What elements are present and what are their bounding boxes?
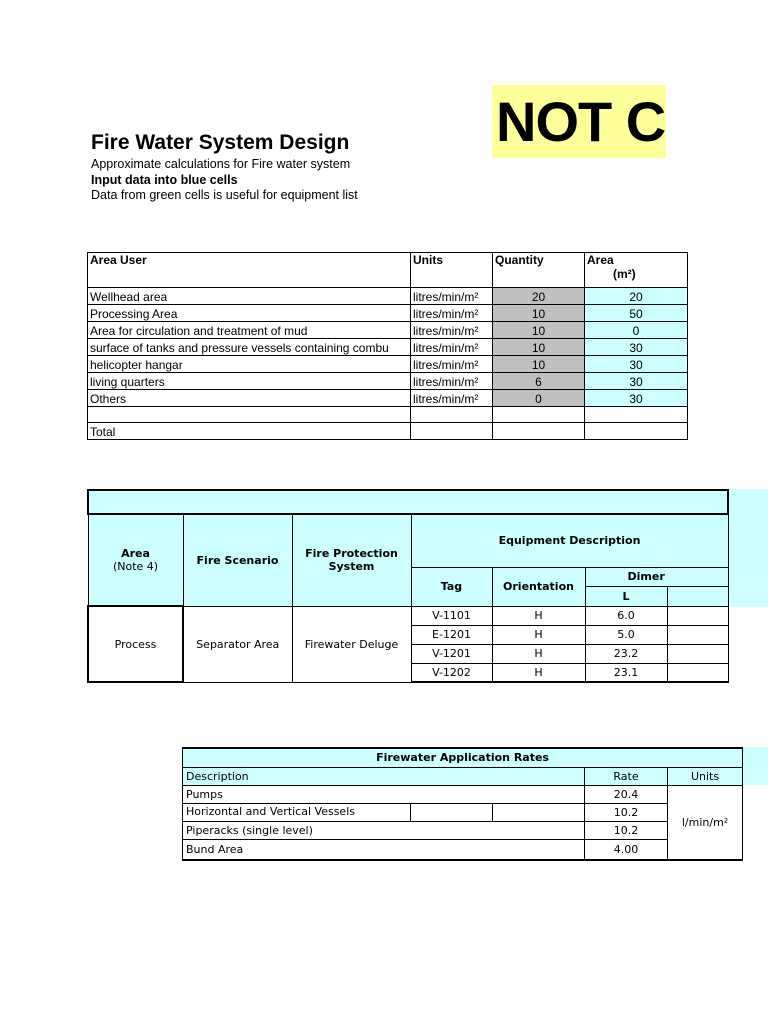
equipment-table-banner (88, 490, 728, 514)
col-header-orientation: Orientation (492, 567, 585, 606)
cell-length: 6.0 (585, 606, 667, 625)
cell-rate: 10.2 (585, 821, 668, 839)
table-row (88, 305, 688, 322)
col-header-fire-scenario: Fire Scenario (183, 514, 292, 606)
page-title: Fire Water System Design (91, 131, 350, 154)
cell-area-user: living quarters (88, 373, 411, 390)
col-header-equipment-description: Equipment Description (411, 514, 728, 567)
cell-quantity-input[interactable]: 10 (493, 356, 585, 373)
cell-area-input[interactable]: 0 (585, 322, 688, 339)
cell-rate: 10.2 (585, 803, 668, 821)
col-header-fire-protection: Fire Protection System (292, 514, 411, 606)
application-rates-table (182, 747, 743, 861)
col-header-area: Area (m²) (585, 253, 688, 288)
table-row (88, 606, 728, 625)
col-header-length: L (585, 586, 667, 606)
col-header-units: Units (411, 253, 493, 288)
col-header-area-user: Area User (88, 253, 411, 288)
table-row (88, 356, 688, 373)
cell-length: 23.2 (585, 644, 667, 663)
cell-area-input[interactable]: 50 (585, 305, 688, 322)
cell-rate: 20.4 (585, 785, 668, 803)
cell-description: Piperacks (single level) (183, 821, 585, 839)
col-header-description: Description (183, 767, 585, 785)
cell-fire-scenario: Separator Area (183, 606, 292, 682)
table-row (88, 288, 688, 305)
cell-area-input[interactable]: 30 (585, 339, 688, 356)
table-row-empty (88, 407, 688, 423)
table-row-total (88, 423, 688, 440)
cell-area-input[interactable]: 30 (585, 390, 688, 407)
application-rates-table-wrapper (182, 747, 729, 867)
cell-area-user: Processing Area (88, 305, 411, 322)
cell-units: litres/min/m² (411, 288, 493, 305)
table-row (183, 821, 743, 839)
cell-tag: V-1101 (411, 606, 492, 625)
cell-units: litres/min/m² (411, 356, 493, 373)
cell-quantity-input[interactable]: 6 (493, 373, 585, 390)
cell-orientation: H (492, 644, 585, 663)
cell-area-input[interactable]: 20 (585, 288, 688, 305)
cell-units: litres/min/m² (411, 305, 493, 322)
col-header-rate: Rate (585, 767, 668, 785)
application-rates-title: Firewater Application Rates (183, 748, 743, 767)
cell-description: Pumps (183, 785, 585, 803)
cell-units: litres/min/m² (411, 339, 493, 356)
col-header-tag: Tag (411, 567, 492, 606)
table-row (183, 785, 743, 803)
col-header-quantity: Quantity (493, 253, 585, 288)
cell-orientation: H (492, 606, 585, 625)
cell-area-input[interactable]: 30 (585, 356, 688, 373)
cell-tag: E-1201 (411, 625, 492, 644)
subtitle-instruction: Input data into blue cells (91, 173, 238, 187)
equipment-table-wrapper (87, 489, 667, 689)
cell-length: 23.1 (585, 663, 667, 682)
cell-tag: V-1201 (411, 644, 492, 663)
table-row (88, 373, 688, 390)
cell-fire-protection: Firewater Deluge (292, 606, 411, 682)
area-user-table-wrapper (87, 250, 667, 450)
cell-quantity-input[interactable]: 20 (493, 288, 585, 305)
col-header-area: Area (Note 4) (88, 514, 183, 606)
watermark-stamp: NOT C (492, 85, 666, 158)
cell-units: l/min/m² (668, 785, 743, 860)
cell-total-label: Total (88, 423, 411, 440)
col-header-units: Units (668, 767, 743, 785)
cell-area-user: surface of tanks and pressure vessels containing combu (88, 339, 411, 356)
table-row (88, 390, 688, 407)
cell-description: Bund Area (183, 839, 585, 860)
cell-orientation: H (492, 663, 585, 682)
cell-units: litres/min/m² (411, 373, 493, 390)
subtitle-description: Approximate calculations for Fire water system (91, 157, 351, 171)
cell-tag: V-1202 (411, 663, 492, 682)
cell-area-user: Area for circulation and treatment of mud (88, 322, 411, 339)
cell-rate: 4.00 (585, 839, 668, 860)
table-row (88, 339, 688, 356)
subtitle-note: Data from green cells is useful for equipment list (91, 188, 358, 202)
cell-quantity-input[interactable]: 10 (493, 322, 585, 339)
equipment-table (87, 489, 729, 683)
cell-area-user: Wellhead area (88, 288, 411, 305)
cell-area-value: Process (88, 606, 183, 682)
cell-area-user: Others (88, 390, 411, 407)
cell-units: litres/min/m² (411, 322, 493, 339)
cell-length: 5.0 (585, 625, 667, 644)
col-header-dimensions: Dimer (585, 567, 728, 586)
area-user-table (87, 252, 688, 440)
table-row (183, 839, 743, 860)
cell-units: litres/min/m² (411, 390, 493, 407)
cell-quantity-input[interactable]: 10 (493, 339, 585, 356)
table-row (183, 803, 743, 821)
table-row (88, 322, 688, 339)
cell-description: Horizontal and Vertical Vessels (183, 803, 411, 821)
cell-quantity-input[interactable]: 0 (493, 390, 585, 407)
cell-orientation: H (492, 625, 585, 644)
cell-quantity-input[interactable]: 10 (493, 305, 585, 322)
cell-area-input[interactable]: 30 (585, 373, 688, 390)
cell-area-user: helicopter hangar (88, 356, 411, 373)
